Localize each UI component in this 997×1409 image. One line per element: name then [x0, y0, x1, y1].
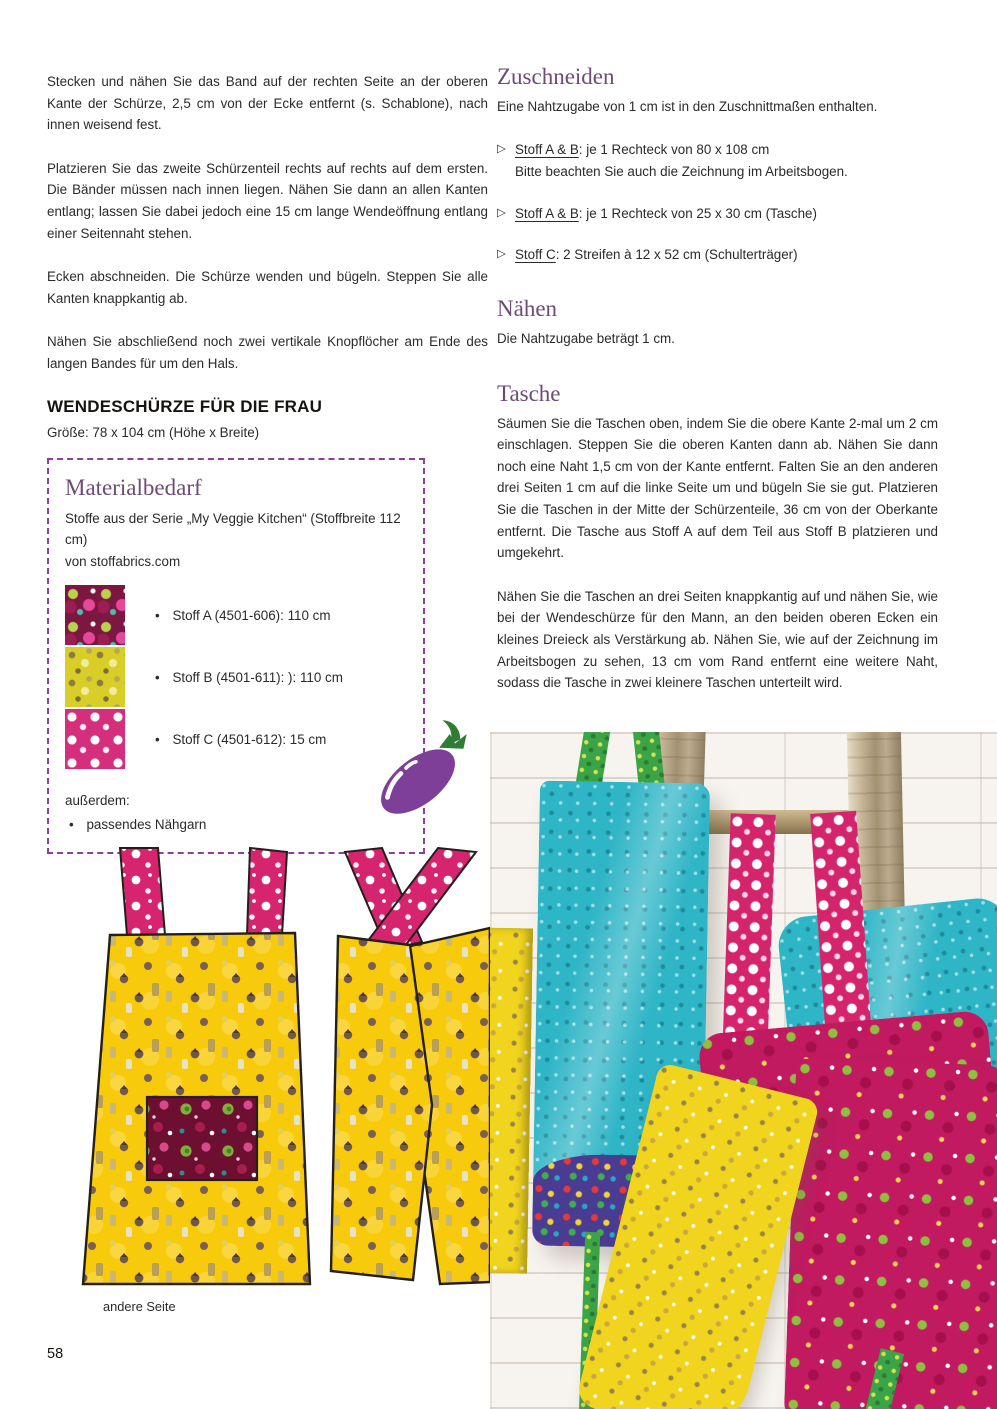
- naehen-intro: Die Nahtzugabe beträgt 1 cm.: [497, 330, 675, 346]
- fabric-list: [65, 584, 409, 770]
- triangle-bullet-icon: ▷: [497, 206, 506, 219]
- cutting-item-2-label: Stoff A & B: [515, 205, 579, 221]
- extra-materials: [65, 790, 409, 835]
- extra-item: passendes Nähgarn: [86, 816, 207, 832]
- cutting-item-1-label: Stoff A & B: [515, 141, 579, 157]
- cutting-item-1: [497, 139, 938, 183]
- front-right-strap: [247, 848, 287, 935]
- yellow-fabric-left-edge: [490, 928, 533, 1274]
- cutting-item-2-text: : je 1 Rechteck von 25 x 30 cm (Tasche): [578, 205, 817, 221]
- apron-photo: [490, 732, 997, 1409]
- section-heading-wendeschuerze: WENDESCHÜRZE FÜR DIE FRAU: [47, 396, 323, 416]
- front-pocket: [147, 1097, 257, 1180]
- material-intro-line1: Stoffe aus der Serie „My Veggie Kitchen“ (Stoffbreite 112 cm): [65, 510, 401, 548]
- section-heading-naehen: Nähen: [497, 295, 558, 321]
- apron-back-diagram: [331, 848, 490, 1284]
- cutting-item-3: [497, 244, 938, 266]
- zuschneiden-intro: Eine Nahtzugabe von 1 cm ist in den Zuschnittmaßen enthalten.: [497, 99, 878, 114]
- front-left-strap: [120, 848, 165, 935]
- paragraph: Ecken abschneiden. Die Schürze wenden und bügeln. Steppen Sie alle Kanten knappkantig ab.: [47, 269, 488, 306]
- cutting-item-1-note: Bitte beachten Sie auch die Zeichnung im Arbeitsbogen.: [515, 164, 848, 180]
- paragraph: Stecken und nähen Sie das Band auf der rechten Seite an der oberen Kante der Schürze, 2,5 cm von der Ecke entfernt (s. Schablone), nach innen weisend fest.: [47, 74, 488, 133]
- apron-diagram: [50, 845, 490, 1293]
- size-line: Größe: 78 x 104 cm (Höhe x Breite): [47, 424, 260, 440]
- fabric-c-label: Stoff C (4501-612): 15 cm: [172, 731, 327, 747]
- section-heading-tasche: Tasche: [497, 380, 561, 406]
- fabric-row-c: [65, 708, 409, 770]
- back-body-left-half: [331, 936, 432, 1280]
- paragraph: Nähen Sie abschließend noch zwei vertikale Knopflöcher am Ende des langen Bandes für um den Hals.: [47, 334, 488, 371]
- tasche-paragraph-2: Nähen Sie die Taschen an drei Seiten knappkantig auf und nähen Sie, wie bei der Wendeschürze für den Mann, an den beiden oberen Ecken ein kleines Dreieck als Verstärkung ab. Nähen Sie, wie auf der Zeichnung im Arbeitsbogen zu sehen, 13 cm vom Rand entfernt eine weitere Naht, sodass die Tasche in zwei kleinere Taschen unterteilt wird.: [497, 588, 938, 691]
- fabric-b-label: Stoff B (4501-611): ): 110 cm: [172, 669, 343, 685]
- cutting-item-3-text: : 2 Streifen à 12 x 52 cm (Schulterträger): [555, 247, 798, 263]
- section-heading-zuschneiden: Zuschneiden: [497, 64, 615, 89]
- tasche-paragraph-1: Säumen Sie die Taschen oben, indem Sie die obere Kante 2-mal um 2 cm einschlagen. Steppen Sie die oberen Kanten dann ab. Nähen Sie dann noch eine Naht 1,5 cm von der Kante entfernt. Falten Sie an den anderen drei Seiten 1 cm auf die linke Seite um und bügeln Sie sie gut. Platzieren Sie die Taschen in der Mitte der Schürzenteile, 36 cm von der Oberkante entfernt. Die Tasche aus Stoff A auf dem Teil aus Stoff B platzieren und umgekehrt.: [497, 415, 938, 561]
- material-requirements-box: [47, 458, 425, 854]
- material-box-title: Materialbedarf: [65, 474, 202, 500]
- eggplant-icon: [365, 716, 471, 826]
- cutting-item-1-text: : je 1 Rechteck von 80 x 108 cm: [578, 141, 770, 157]
- apron-front-diagram: [83, 848, 310, 1284]
- bullet-icon: •: [155, 669, 160, 685]
- bullet-icon: •: [69, 816, 74, 832]
- page-number: 58: [47, 1346, 64, 1362]
- fabric-row-a: [65, 584, 409, 646]
- bullet-icon: •: [155, 607, 160, 623]
- cutting-item-3-label: Stoff C: [515, 247, 556, 263]
- fabric-row-b: [65, 646, 409, 708]
- cutting-item-2: [497, 203, 938, 225]
- fabric-c-swatch: [65, 709, 125, 769]
- left-column: [47, 71, 488, 854]
- triangle-bullet-icon: ▷: [497, 248, 506, 261]
- bullet-icon: •: [155, 731, 160, 747]
- fabric-b-swatch: [65, 647, 125, 707]
- extra-heading: außerdem:: [65, 793, 130, 809]
- material-intro-line2: von stoffabrics.com: [65, 553, 181, 569]
- diagram-caption: andere Seite: [103, 1299, 176, 1314]
- right-column: [497, 64, 938, 716]
- paragraph: Platzieren Sie das zweite Schürzenteil rechts auf rechts auf dem ersten. Die Bänder müssen nach innen liegen. Nähen Sie dann an allen Kanten entlang; lassen Sie dabei jedoch eine 15 cm lange Wendeöffnung entlang einer Seitennaht stehen.: [47, 160, 488, 241]
- fabric-a-label: Stoff A (4501-606): 110 cm: [172, 607, 331, 623]
- fabric-a-swatch: [65, 585, 125, 645]
- triangle-bullet-icon: ▷: [497, 142, 506, 155]
